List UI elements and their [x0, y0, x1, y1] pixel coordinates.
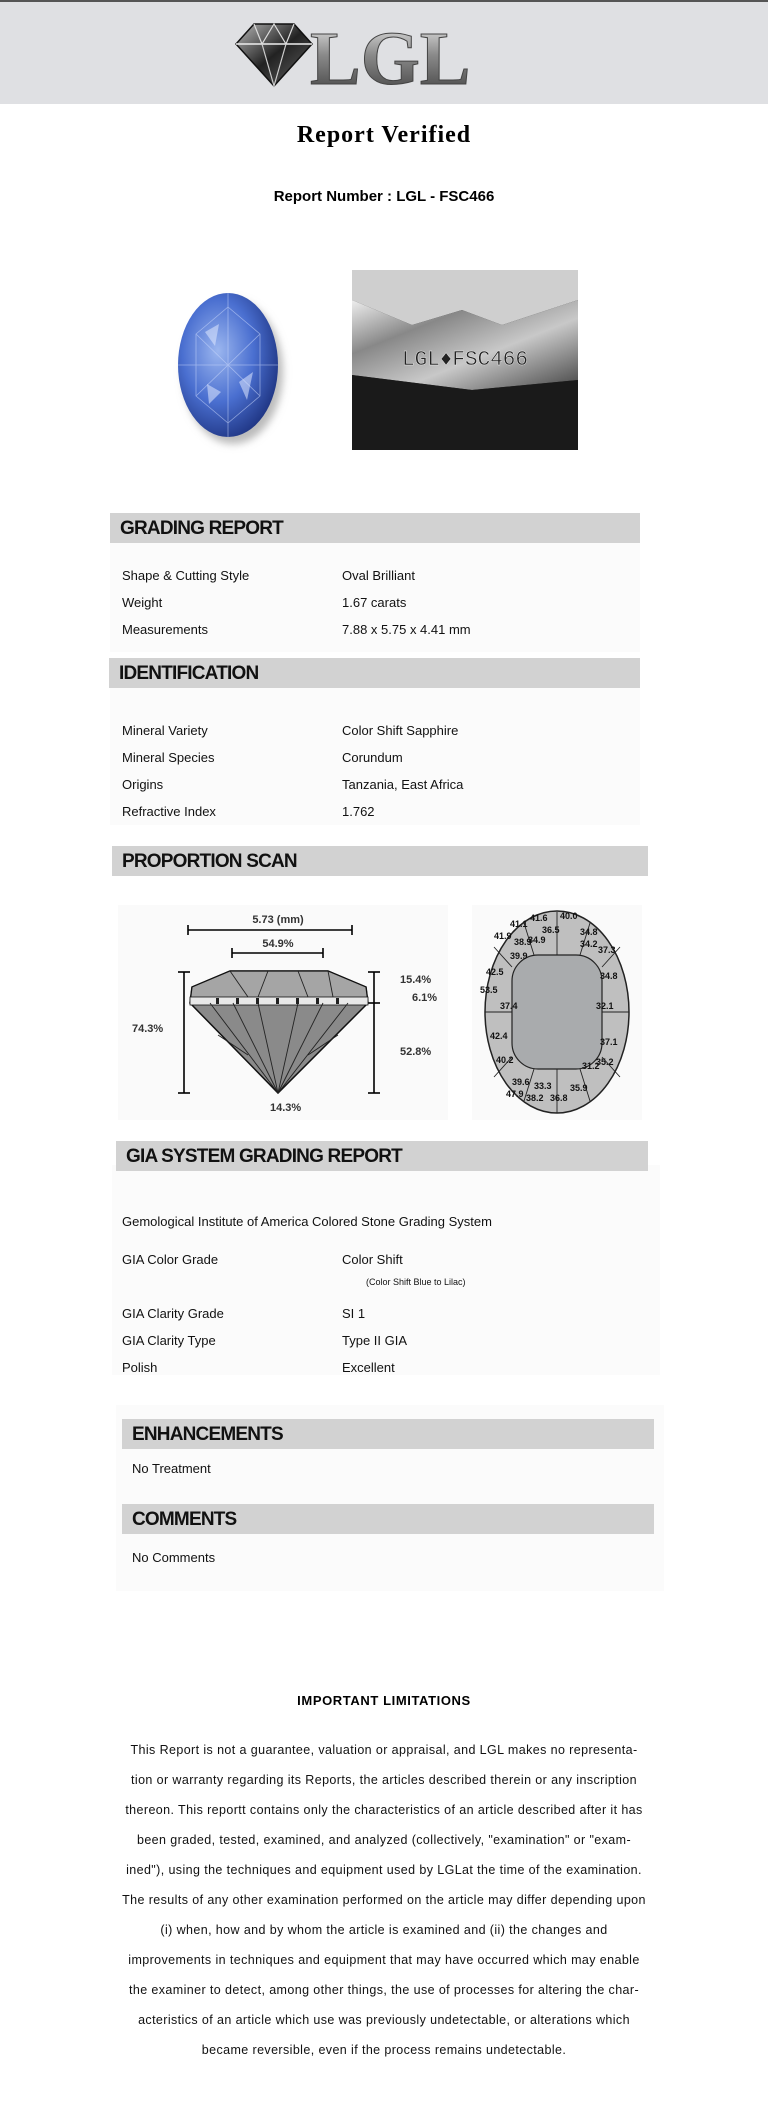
row-value: Color Shift Sapphire — [342, 723, 459, 738]
profile-width-label: 5.73 (mm) — [252, 914, 304, 926]
header-banner — [0, 2, 768, 104]
facet-value-label: 34.8 — [600, 971, 618, 981]
row-label: Weight — [122, 595, 163, 610]
row-label: Origins — [122, 777, 164, 792]
row-label: GIA Clarity Type — [122, 1333, 216, 1348]
gemstone-photo — [135, 272, 325, 458]
row-value: 1.67 carats — [342, 595, 407, 610]
row-value: Type II GIA — [342, 1333, 408, 1348]
row-value: Oval Brilliant — [342, 568, 415, 583]
facet-value-label: 42.5 — [486, 967, 504, 977]
facet-value-label: 41.6 — [530, 913, 548, 923]
limitations-text: This Report is not a guarantee, valuation or appraisal, and LGL makes no representa- tion or warranty regarding its Reports, the articles described therein or any inscription thereon. This reportt contains only the characteristics of an article described after it has been graded, tested, examined, and analyzed (collectively, "examination" or "exam- ined"), using the techniques and equipment used by LGLat the time of the examination. The results of any other examination performed on the article may differ depending upon (i) when, how and by whom the article is examined and (ii) the changes and improvements in techniques and equipment that may have occurred which may enable the examiner to detect, among other things, the use of processes for altering the char- acteristics of an article which use was previously undetectable, or alterations which became reversible, even if the process remains undetectable. — [122, 1743, 646, 2057]
diamond-icon — [236, 24, 312, 86]
section-title: GIA SYSTEM GRADING REPORT — [126, 1146, 402, 1167]
row-label: Refractive Index — [122, 804, 216, 819]
facet-value-label: 37.3 — [598, 945, 616, 955]
section-title: ENHANCEMENTS — [132, 1424, 283, 1445]
page-title: Report Verified — [296, 122, 472, 148]
facet-value-label: 38.2 — [526, 1093, 544, 1103]
inscription-photo — [352, 270, 578, 450]
row-value: Corundum — [342, 750, 403, 765]
enhancements-text: No Treatment — [132, 1461, 211, 1476]
gia-report-header — [116, 1141, 648, 1171]
profile-crown-label: 15.4% — [400, 974, 432, 986]
identification-header — [109, 658, 640, 688]
facet-value-label: 33.3 — [534, 1081, 552, 1091]
facet-value-label: 36.8 — [550, 1093, 568, 1103]
row-value: SI 1 — [342, 1306, 366, 1321]
gia-system-line: Gemological Institute of America Colored Stone Grading System — [122, 1214, 492, 1229]
row-label: GIA Color Grade — [122, 1252, 219, 1267]
facet-value-label: 39.9 — [510, 951, 528, 961]
facet-map-diagram — [472, 905, 642, 1120]
section-title: IDENTIFICATION — [119, 663, 259, 684]
row-value: Tanzania, East Africa — [342, 777, 464, 792]
row-label: GIA Clarity Grade — [122, 1306, 224, 1321]
facet-value-label: 34.9 — [528, 935, 546, 945]
facet-value-label: 41.1 — [510, 919, 528, 929]
profile-table-label: 54.9% — [262, 938, 294, 950]
row-label: Mineral Species — [122, 750, 215, 765]
facet-value-label: 37.1 — [600, 1037, 618, 1047]
facet-value-label: 40.0 — [560, 911, 578, 921]
row-label: Measurements — [122, 622, 208, 637]
facet-value-label: 35.9 — [570, 1083, 588, 1093]
facet-value-label: 53.5 — [480, 985, 498, 995]
gia-color-note: (Color Shift Blue to Lilac) — [366, 1277, 466, 1287]
row-label: Mineral Variety — [122, 723, 208, 738]
profile-culet-label: 14.3% — [270, 1102, 302, 1114]
lgl-logo[interactable] — [232, 14, 492, 98]
row-value: Excellent — [342, 1360, 395, 1375]
comments-text: No Comments — [132, 1550, 216, 1565]
row-value: 7.88 x 5.75 x 4.41 mm — [342, 622, 471, 637]
facet-value-label: 35.2 — [596, 1057, 614, 1067]
profile-girdle-label: 6.1% — [412, 992, 438, 1004]
facet-value-label: 31.2 — [582, 1061, 600, 1071]
profile-pavilion-label: 52.8% — [400, 1046, 432, 1058]
facet-value-label: 34.8 — [580, 927, 598, 937]
facet-value-label: 37.4 — [500, 1001, 518, 1011]
row-value: Color Shift — [342, 1252, 403, 1267]
row-label: Polish — [122, 1360, 158, 1375]
logo-text: LGL — [310, 17, 471, 98]
facet-value-label: 41.9 — [494, 931, 512, 941]
comments-header — [122, 1504, 654, 1534]
facet-value-label: 40.2 — [496, 1055, 514, 1065]
facet-value-label: 39.6 — [512, 1077, 530, 1087]
row-value: 1.762 — [342, 804, 375, 819]
facet-value-label: 32.1 — [596, 1001, 614, 1011]
facet-value-label: 34.2 — [580, 939, 598, 949]
limitations-title: IMPORTANT LIMITATIONS — [297, 1693, 471, 1708]
profile-depth-label: 74.3% — [132, 1023, 164, 1035]
facet-value-label: 47.9 — [506, 1089, 524, 1099]
section-title: PROPORTION SCAN — [122, 851, 297, 872]
facet-value-label: 42.4 — [490, 1031, 508, 1041]
row-label: Shape & Cutting Style — [122, 568, 250, 583]
facet-value-label: 36.5 — [542, 925, 560, 935]
section-title: COMMENTS — [132, 1509, 237, 1530]
inscription-text: LGL♦FSC466 — [401, 349, 529, 372]
profile-diagram — [118, 905, 448, 1120]
facet-value-label: 38.9 — [514, 937, 532, 947]
report-number: Report Number : LGL - FSC466 — [273, 188, 495, 205]
proportion-scan-header — [112, 846, 648, 876]
grading-report-header — [110, 513, 640, 543]
section-title: GRADING REPORT — [120, 518, 283, 539]
enhancements-header — [122, 1419, 654, 1449]
